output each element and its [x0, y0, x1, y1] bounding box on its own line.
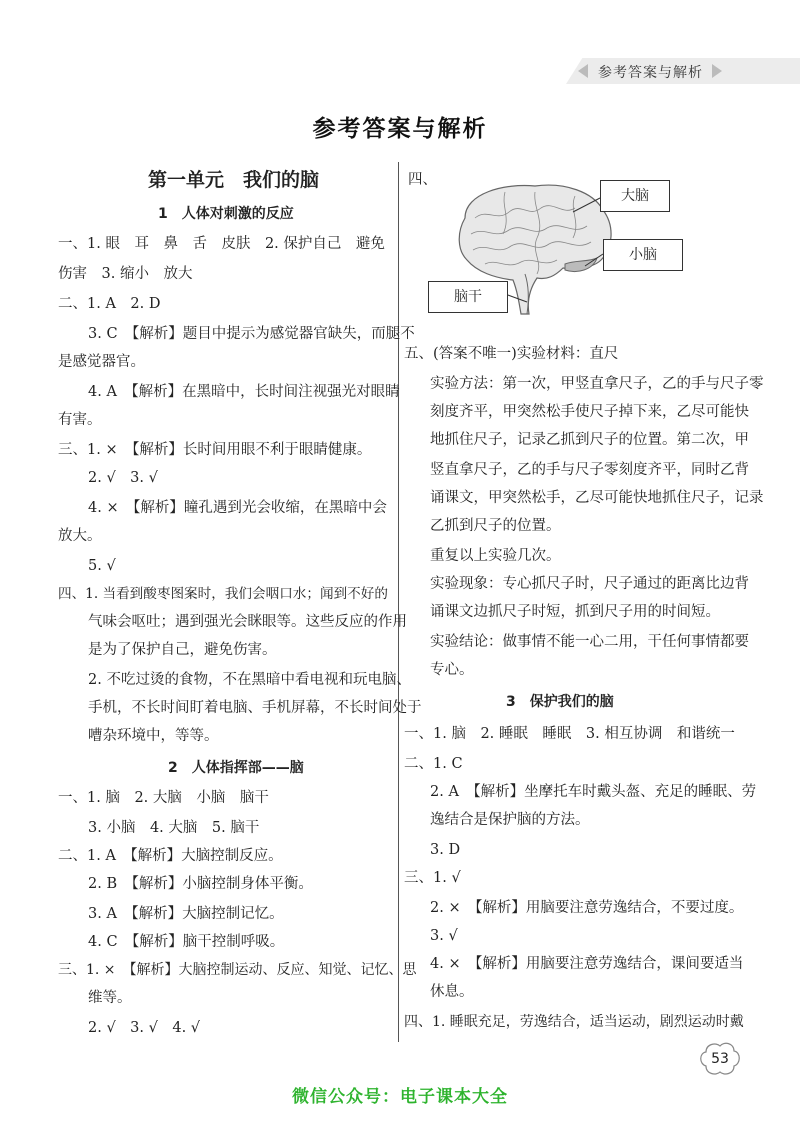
- page-number: 53: [711, 1051, 729, 1067]
- unit-title: 第一单元 我们的脑: [148, 169, 320, 191]
- answer-line: 2. √ 3. √ 4. √: [88, 1020, 201, 1036]
- answer-line: 实验结论：做事情不能一心二用，干任何事情都要: [430, 634, 749, 650]
- answer-line: 3. 小脑 4. 大脑 5. 脑干: [88, 820, 260, 836]
- answer-line: 5. √: [88, 558, 116, 574]
- answer-line: 3. D: [430, 842, 461, 858]
- answer-line: 地抓住尺子，记录乙抓到尺子的位置。第二次，甲: [430, 432, 749, 448]
- answer-line: 放大。: [58, 528, 102, 544]
- section-2-title: 2 人体指挥部——脑: [168, 760, 304, 776]
- answer-line: 气味会呕吐；遇到强光会眯眼等。这些反应的作用: [88, 614, 407, 630]
- answer-line: 一、1. 脑 2. 睡眠 睡眠 3. 相互协调 和谐统一: [404, 726, 735, 742]
- answer-line: 4. C 【解析】脑干控制呼吸。: [88, 934, 285, 950]
- answer-line: 专心。: [430, 662, 474, 678]
- answer-line: 2. × 【解析】用脑要注意劳逸结合，不要过度。: [430, 900, 744, 916]
- answer-line: 二、1. A 【解析】大脑控制反应。: [58, 848, 283, 864]
- answer-line: 维等。: [88, 990, 132, 1006]
- answer-line: 4. × 【解析】瞳孔遇到光会收缩，在黑暗中会: [88, 500, 387, 516]
- answer-line: 3. C 【解析】题目中提示为感觉器官缺失，而腿不: [88, 326, 415, 342]
- answer-line: 是感觉器官。: [58, 354, 145, 370]
- label-brainstem: 脑干: [428, 281, 508, 313]
- answer-line: 三、1. × 【解析】大脑控制运动、反应、知觉、记忆、思: [58, 962, 417, 978]
- answer-line: 4. A 【解析】在黑暗中，长时间注视强光对眼睛: [88, 384, 400, 400]
- answer-line: 二、1. C: [404, 756, 463, 772]
- answer-line: 一、1. 眼 耳 鼻 舌 皮肤 2. 保护自己 避免: [58, 236, 385, 252]
- header-running-title: 参考答案与解析: [598, 65, 703, 81]
- answer-line: 一、1. 脑 2. 大脑 小脑 脑干: [58, 790, 269, 806]
- answer-line: 诵课文，甲突然松手，乙尽可能快地抓住尺子，记录: [430, 490, 764, 506]
- answer-line: 乙抓到尺子的位置。: [430, 518, 561, 534]
- answer-line: 诵课文边抓尺子时短，抓到尺子用的时间短。: [430, 604, 720, 620]
- section-1-title: 1 人体对刺激的反应: [158, 206, 294, 222]
- answer-line: 3. √: [430, 928, 458, 944]
- section-3-title: 3 保护我们的脑: [506, 694, 614, 710]
- column-divider: [398, 162, 399, 1042]
- answer-line: 三、1. √: [404, 870, 461, 886]
- answer-line: 逸结合是保护脑的方法。: [430, 812, 590, 828]
- answer-line: 4. × 【解析】用脑要注意劳逸结合，课间要适当: [430, 956, 744, 972]
- answer-line: 2. 不吃过烫的食物，不在黑暗中看电视和玩电脑、: [88, 672, 411, 688]
- answer-line: 手机，不长时间盯着电脑、手机屏幕，不长时间处于: [88, 700, 422, 716]
- page-title: 参考答案与解析: [312, 116, 488, 142]
- footer-watermark: 微信公众号：电子课本大全: [292, 1087, 508, 1107]
- answer-line: 重复以上实验几次。: [430, 548, 561, 564]
- answer-line: 伤害 3. 缩小 放大: [58, 266, 193, 282]
- answer-line: 四、1. 睡眠充足，劳逸结合，适当运动，剧烈运动时戴: [404, 1014, 744, 1030]
- label-cerebellum: 小脑: [603, 239, 683, 271]
- answer-line: 五、(答案不唯一)实验材料：直尺: [404, 346, 619, 362]
- answer-line: 是为了保护自己，避免伤害。: [88, 642, 277, 658]
- answer-line: 四、1. 当看到酸枣图案时，我们会咽口水；闻到不好的: [58, 586, 388, 602]
- header-right-triangle-icon: [712, 64, 722, 78]
- answer-line: 嘈杂环境中，等等。: [88, 728, 219, 744]
- answer-line: 竖直拿尺子，乙的手与尺子零刻度齐平，同时乙背: [430, 462, 749, 478]
- answer-line: 四、: [408, 172, 437, 188]
- answer-line: 二、1. A 2. D: [58, 296, 161, 312]
- label-cerebrum: 大脑: [600, 180, 670, 212]
- answer-line: 实验现象：专心抓尺子时，尺子通过的距离比边背: [430, 576, 749, 592]
- answer-line: 三、1. × 【解析】长时间用眼不利于眼睛健康。: [58, 442, 372, 458]
- answer-line: 2. A 【解析】坐摩托车时戴头盔、充足的睡眠、劳: [430, 784, 757, 800]
- answer-line: 有害。: [58, 412, 102, 428]
- header-left-triangle-icon: [578, 64, 588, 78]
- answer-line: 3. A 【解析】大脑控制记忆。: [88, 906, 284, 922]
- answer-line: 2. √ 3. √: [88, 470, 158, 486]
- answer-line: 休息。: [430, 984, 474, 1000]
- answer-line: 实验方法：第一次，甲竖直拿尺子，乙的手与尺子零: [430, 376, 764, 392]
- answer-line: 刻度齐平，甲突然松手使尺子掉下来，乙尽可能快: [430, 404, 749, 420]
- answer-line: 2. B 【解析】小脑控制身体平衡。: [88, 876, 313, 892]
